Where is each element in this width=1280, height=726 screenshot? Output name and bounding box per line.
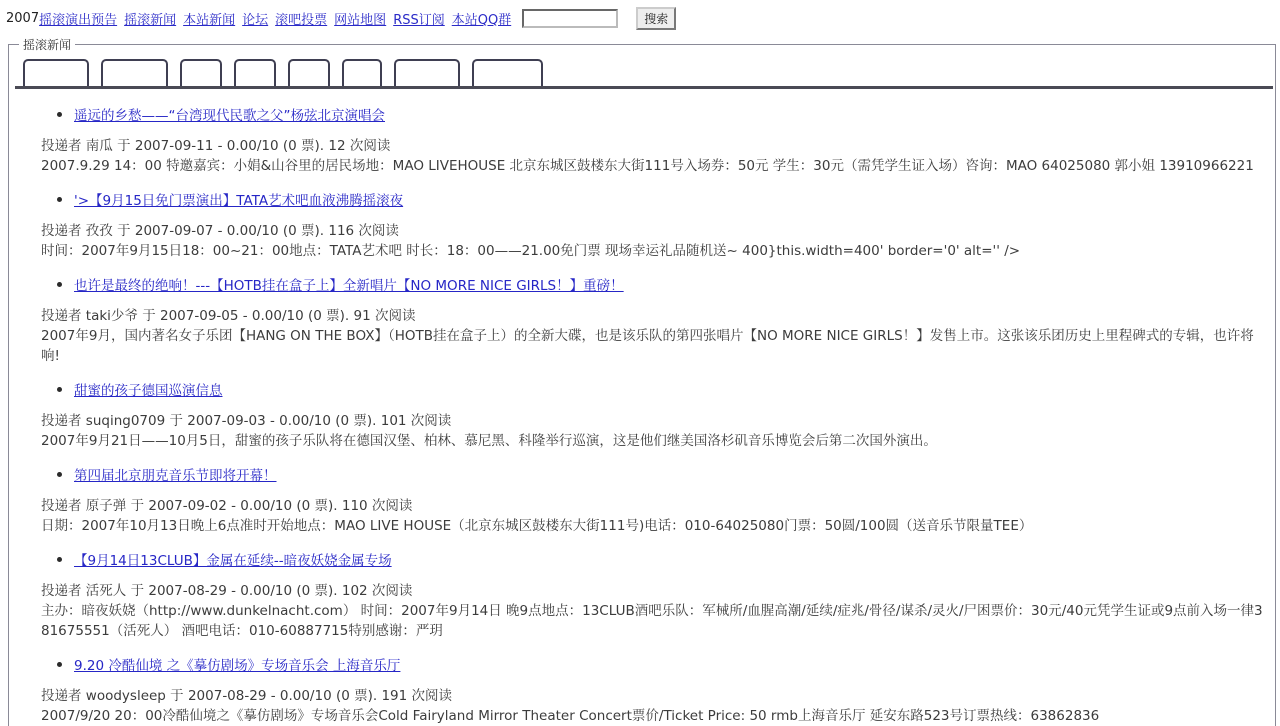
nav-prefix: 2007 <box>6 11 40 26</box>
news-title-link[interactable]: 9.20 冷酷仙境 之《摹仿剧场》专场音乐会 上海音乐厅 <box>74 658 401 674</box>
news-meta: 投递者 活死人 于 2007-08-29 - 0.00/10 (0 票). 102 次阅读 <box>41 583 413 599</box>
placeholder-box[interactable] <box>234 59 276 86</box>
news-body: 2007.9.29 14：00 特邀嘉宾：小娟&山谷里的居民场地：MAO LIVEHOUSE 北京东城区鼓楼东大街111号入场券：50元 学生：30元（需凭学生证入场）咨询：MAO 64025080 郭小姐 13910966221 <box>41 158 1254 174</box>
news-title-link[interactable]: '>【9月15日免门票演出】TATA艺术吧血液沸腾摇滚夜 <box>74 193 404 209</box>
placeholder-box[interactable] <box>342 59 382 86</box>
news-title-link[interactable]: 第四届北京朋克音乐节即将开幕！ <box>74 468 277 484</box>
bullet-icon <box>57 557 62 562</box>
news-item <box>15 379 1275 451</box>
news-meta: 投递者 woodysleep 于 2007-08-29 - 0.00/10 (0 票). 191 次阅读 <box>41 688 452 704</box>
nav-link-qq-group[interactable]: 本站QQ群 <box>451 13 512 28</box>
placeholder-box[interactable] <box>394 59 460 86</box>
top-navigation <box>0 0 1280 34</box>
nav-link-sitemap[interactable]: 网站地图 <box>334 13 387 28</box>
news-item <box>15 464 1275 536</box>
placeholder-box[interactable] <box>472 59 543 86</box>
section-legend: 摇滚新闻 <box>23 38 72 52</box>
news-item <box>15 654 1275 726</box>
nav-link-site-news[interactable]: 本站新闻 <box>183 13 236 28</box>
search-input[interactable] <box>522 9 618 28</box>
news-meta: 投递者 suqing0709 于 2007-09-03 - 0.00/10 (0 票). 101 次阅读 <box>41 413 452 429</box>
bullet-icon <box>57 472 62 477</box>
placeholder-box[interactable] <box>23 59 89 86</box>
bullet-icon <box>57 662 62 667</box>
news-body: 81675551（活死人） 酒吧电话：010-60887715特别感谢：严玥 <box>41 623 443 639</box>
nav-link-rock-news[interactable]: 摇滚新闻 <box>124 13 177 28</box>
news-item <box>15 189 1275 261</box>
news-body: 2007/9/20 20：00冷酷仙境之《摹仿剧场》专场音乐会Cold Fairyland Mirror Theater Concert票价/Ticket Price: 50 rmb上海音乐厅 延安东路523号订票热线：63862836 <box>41 708 1100 724</box>
bullet-icon <box>57 387 62 392</box>
placeholder-box[interactable] <box>288 59 330 86</box>
search-button[interactable]: 搜索 <box>636 7 676 30</box>
news-meta: 投递者 taki少爷 于 2007-09-05 - 0.00/10 (0 票). 91 次阅读 <box>41 308 416 324</box>
bullet-icon <box>57 282 62 287</box>
nav-link-forum[interactable]: 论坛 <box>242 13 269 28</box>
news-body: 主办：暗夜妖娆（http://www.dunkelnacht.com） 时间：2007年9月14日 晚9点地点：13CLUB酒吧乐队：军械所/血腥高潮/延续/症兆/骨径/谋杀/灵火/尸困票价：30元/40元凭学生证或9点前入场一律3 <box>41 603 1263 619</box>
news-title-link[interactable]: 也许是最终的绝响！---【HOTB挂在盒子上】全新唱片【NO MORE NICE GIRLS！】重磅！ <box>74 278 624 294</box>
news-meta: 投递者 原子弹 于 2007-09-02 - 0.00/10 (0 票). 110 次阅读 <box>41 498 413 514</box>
news-body: 时间：2007年9月15日18：00~21：00地点：TATA艺术吧 时长：18：00——21.00免门票 现场幸运礼品随机送~ 400}this.width=400' border='0' alt='' /> <box>41 243 1021 259</box>
nav-link-show-preview[interactable]: 摇滚演出预告 <box>39 13 118 28</box>
news-body: 2007年9月，国内著名女子乐团【HANG ON THE BOX】（HOTB挂在盒子上）的全新大碟，也是该乐队的第四张唱片【NO MORE NICE GIRLS！】发售上市。这张该乐团历史上里程碑式的专辑，也许将 <box>41 328 1254 344</box>
news-item <box>15 549 1275 641</box>
bullet-icon <box>57 112 62 117</box>
news-title-link[interactable]: 【9月14日13CLUB】金属在延续--暗夜妖娆金属专场 <box>74 553 392 569</box>
rock-news-section <box>8 36 1276 726</box>
news-body: 响! <box>41 348 60 364</box>
news-title-link[interactable]: 遥远的乡愁——“台湾现代民歌之父”杨弦北京演唱会 <box>74 108 385 124</box>
news-body: 日期：2007年10月13日晚上6点准时开始地点：MAO LIVE HOUSE（北京东城区鼓楼东大街111号)电话：010-64025080门票：50圆/100圆（送音乐节限量TEE） <box>41 518 1033 534</box>
news-body: 2007年9月21日——10月5日，甜蜜的孩子乐队将在德国汉堡、柏林、慕尼黑、科隆举行巡演，这是他们继美国洛杉矶音乐博览会后第二次国外演出。 <box>41 433 937 449</box>
placeholder-box[interactable] <box>101 59 168 86</box>
news-item <box>15 104 1275 176</box>
placeholder-box[interactable] <box>180 59 222 86</box>
nav-link-vote[interactable]: 滚吧投票 <box>275 13 328 28</box>
placeholder-box-row <box>15 53 1273 89</box>
news-title-link[interactable]: 甜蜜的孩子德国巡演信息 <box>74 383 223 399</box>
news-meta: 投递者 南瓜 于 2007-09-11 - 0.00/10 (0 票). 12 次阅读 <box>41 138 391 154</box>
news-list <box>15 89 1275 726</box>
bullet-icon <box>57 197 62 202</box>
nav-link-rss[interactable]: RSS订阅 <box>393 13 445 28</box>
news-item <box>15 274 1275 366</box>
news-meta: 投递者 孜孜 于 2007-09-07 - 0.00/10 (0 票). 116 次阅读 <box>41 223 399 239</box>
